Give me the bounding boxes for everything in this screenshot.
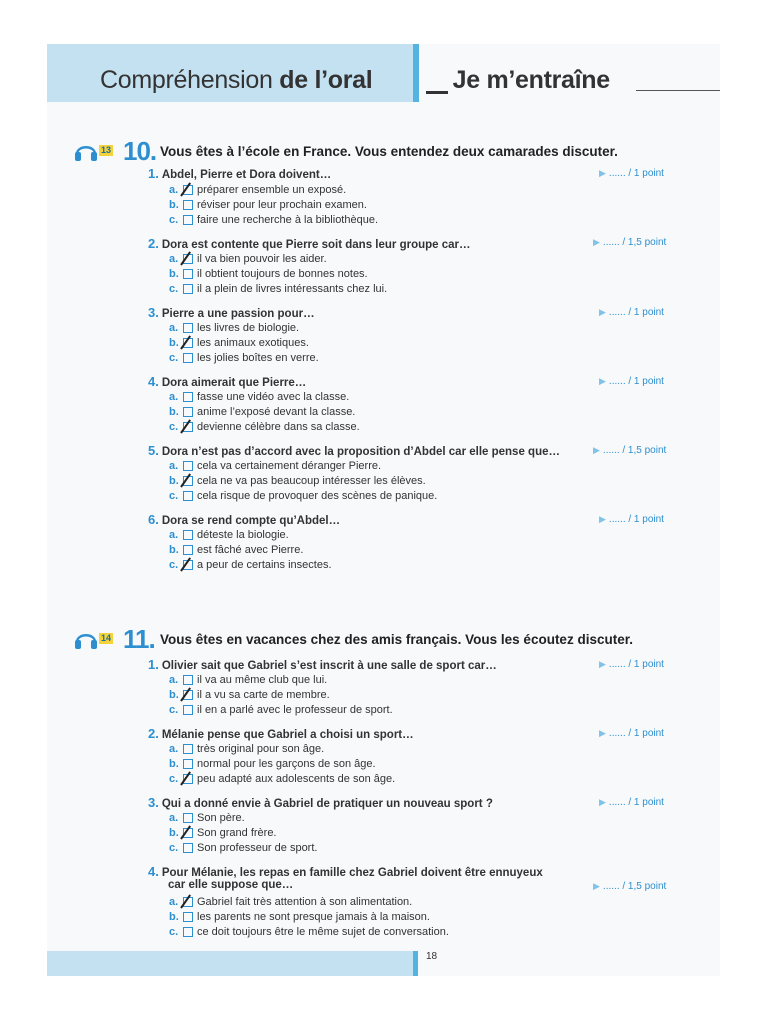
option-b[interactable]: b. réviser pour leur prochain examen.: [169, 199, 367, 211]
checkbox[interactable]: [183, 912, 193, 922]
points-field[interactable]: ▶ ...... / 1 point: [599, 376, 664, 387]
question: 3. Pierre a une passion pour…: [148, 305, 315, 320]
option-a[interactable]: a. il va bien pouvoir les aider.: [169, 253, 327, 265]
checkbox[interactable]: [183, 744, 193, 754]
checkbox[interactable]: [183, 491, 193, 501]
headphone-icon: [74, 628, 98, 650]
header-accent-bar: [413, 44, 419, 102]
arrow-icon: ▶: [593, 237, 600, 247]
option-a[interactable]: a. les livres de biologie.: [169, 322, 300, 334]
option-c[interactable]: c. les jolies boîtes en verre.: [169, 352, 319, 364]
option-a[interactable]: a. cela va certainement déranger Pierre.: [169, 460, 382, 472]
option-b[interactable]: b. les animaux exotiques.: [169, 337, 309, 349]
arrow-icon: ▶: [599, 728, 606, 738]
exercise-number: 10.: [123, 136, 157, 166]
option-c[interactable]: c. ce doit toujours être le même sujet de conversation.: [169, 926, 449, 938]
page-number: 18: [426, 951, 438, 962]
arrow-icon: ▶: [599, 514, 606, 524]
page-title: Compréhension de l’oral: [100, 66, 373, 94]
arrow-icon: ▶: [599, 307, 606, 317]
question: 1. Abdel, Pierre et Dora doivent…: [148, 166, 332, 181]
option-c[interactable]: c. il a plein de livres intéressants chez lui.: [169, 283, 388, 295]
option-b[interactable]: b. anime l’exposé devant la classe.: [169, 406, 356, 418]
headphone-icon: [74, 140, 98, 162]
question: 2. Dora est contente que Pierre soit dans leur groupe car…: [148, 236, 471, 251]
checkbox-checked[interactable]: [183, 185, 193, 195]
option-c[interactable]: c. peu adapté aux adolescents de son âge.: [169, 773, 396, 785]
option-c[interactable]: c. Son professeur de sport.: [169, 842, 318, 854]
checkbox-checked[interactable]: [183, 254, 193, 264]
checkbox[interactable]: [183, 407, 193, 417]
page-sheet: [47, 44, 720, 976]
option-b[interactable]: b. est fâché avec Pierre.: [169, 544, 304, 556]
points-field[interactable]: ▶ ...... / 1 point: [599, 797, 664, 808]
points-field[interactable]: ▶ ...... / 1,5 point: [593, 881, 667, 892]
question: 4. Dora aimerait que Pierre…: [148, 374, 307, 389]
checkbox-checked[interactable]: [183, 338, 193, 348]
checkbox[interactable]: [183, 530, 193, 540]
track-number: 13: [101, 145, 112, 155]
option-c[interactable]: c. a peur de certains insectes.: [169, 559, 332, 571]
checkbox-checked[interactable]: [183, 422, 193, 432]
question: 3. Qui a donné envie à Gabriel de pratiquer un nouveau sport ?: [148, 795, 493, 810]
track-number: 14: [101, 633, 112, 643]
question: 1. Olivier sait que Gabriel s’est inscrit à une salle de sport car…: [148, 657, 497, 672]
option-a[interactable]: a. déteste la biologie.: [169, 529, 289, 541]
question: 5. Dora n’est pas d’accord avec la proposition d’Abdel car elle pense que…: [148, 443, 560, 458]
checkbox[interactable]: [183, 813, 193, 823]
arrow-icon: ▶: [599, 168, 606, 178]
arrow-icon: ▶: [599, 659, 606, 669]
question: 6. Dora se rend compte qu’Abdel…: [148, 512, 341, 527]
checkbox-checked[interactable]: [183, 897, 193, 907]
option-b[interactable]: b. il obtient toujours de bonnes notes.: [169, 268, 368, 280]
option-b[interactable]: b. il a vu sa carte de membre.: [169, 689, 330, 701]
checkbox[interactable]: [183, 284, 193, 294]
checkbox-checked[interactable]: [183, 560, 193, 570]
checkbox[interactable]: [183, 353, 193, 363]
footer-accent-bar: [413, 951, 418, 976]
option-a[interactable]: a. très original pour son âge.: [169, 743, 325, 755]
checkbox[interactable]: [183, 215, 193, 225]
points-field[interactable]: ▶ ...... / 1,5 point: [593, 237, 667, 248]
option-a[interactable]: a. Son père.: [169, 812, 245, 824]
question: 4. Pour Mélanie, les repas en famille chez Gabriel doivent être ennuyeux: [148, 864, 543, 879]
arrow-icon: ▶: [593, 445, 600, 455]
arrow-icon: ▶: [599, 376, 606, 386]
points-field[interactable]: ▶ ...... / 1 point: [599, 168, 664, 179]
option-c[interactable]: c. devienne célèbre dans sa classe.: [169, 421, 360, 433]
checkbox[interactable]: [183, 705, 193, 715]
points-field[interactable]: ▶ ...... / 1 point: [599, 728, 664, 739]
option-b[interactable]: b. cela ne va pas beaucoup intéresser les élèves.: [169, 475, 426, 487]
page-subtitle: Je m’entraîne: [452, 66, 610, 94]
option-c[interactable]: c. cela risque de provoquer des scènes de panique.: [169, 490, 438, 502]
checkbox[interactable]: [183, 269, 193, 279]
points-field[interactable]: ▶ ...... / 1 point: [599, 307, 664, 318]
exercise-prompt: Vous êtes en vacances chez des amis français. Vous les écoutez discuter.: [160, 632, 633, 647]
checkbox-checked[interactable]: [183, 690, 193, 700]
checkbox[interactable]: [183, 545, 193, 555]
option-b[interactable]: b. Son grand frère.: [169, 827, 277, 839]
option-b[interactable]: b. normal pour les garçons de son âge.: [169, 758, 376, 770]
points-field[interactable]: ▶ ...... / 1,5 point: [593, 445, 667, 456]
question: 2. Mélanie pense que Gabriel a choisi un sport…: [148, 726, 414, 741]
option-c[interactable]: c. faire une recherche à la bibliothèque.: [169, 214, 379, 226]
points-field[interactable]: ▶ ...... / 1 point: [599, 659, 664, 670]
option-a[interactable]: a. fasse une vidéo avec la classe.: [169, 391, 350, 403]
checkbox[interactable]: [183, 323, 193, 333]
title-rule: [636, 90, 720, 91]
checkbox[interactable]: [183, 200, 193, 210]
exercise-number: 11.: [123, 624, 155, 654]
checkbox[interactable]: [183, 843, 193, 853]
checkbox[interactable]: [183, 675, 193, 685]
question-continued: car elle suppose que…: [168, 879, 294, 891]
option-a[interactable]: a. préparer ensemble un exposé.: [169, 184, 347, 196]
points-field[interactable]: ▶ ...... / 1 point: [599, 514, 664, 525]
arrow-icon: ▶: [599, 797, 606, 807]
arrow-icon: ▶: [593, 881, 600, 891]
footer-band: [47, 951, 417, 976]
option-a[interactable]: a. il va au même club que lui.: [169, 674, 328, 686]
option-a[interactable]: a. Gabriel fait très attention à son alimentation.: [169, 896, 413, 908]
option-c[interactable]: c. il en a parlé avec le professeur de sport.: [169, 704, 393, 716]
checkbox-checked[interactable]: [183, 828, 193, 838]
checkbox-checked[interactable]: [183, 476, 193, 486]
checkbox[interactable]: [183, 461, 193, 471]
checkbox-checked[interactable]: [183, 774, 193, 784]
checkbox[interactable]: [183, 759, 193, 769]
exercise-prompt: Vous êtes à l’école en France. Vous entendez deux camarades discuter.: [160, 144, 618, 159]
option-b[interactable]: b. les parents ne sont presque jamais à la maison.: [169, 911, 430, 923]
checkbox[interactable]: [183, 392, 193, 402]
checkbox[interactable]: [183, 927, 193, 937]
